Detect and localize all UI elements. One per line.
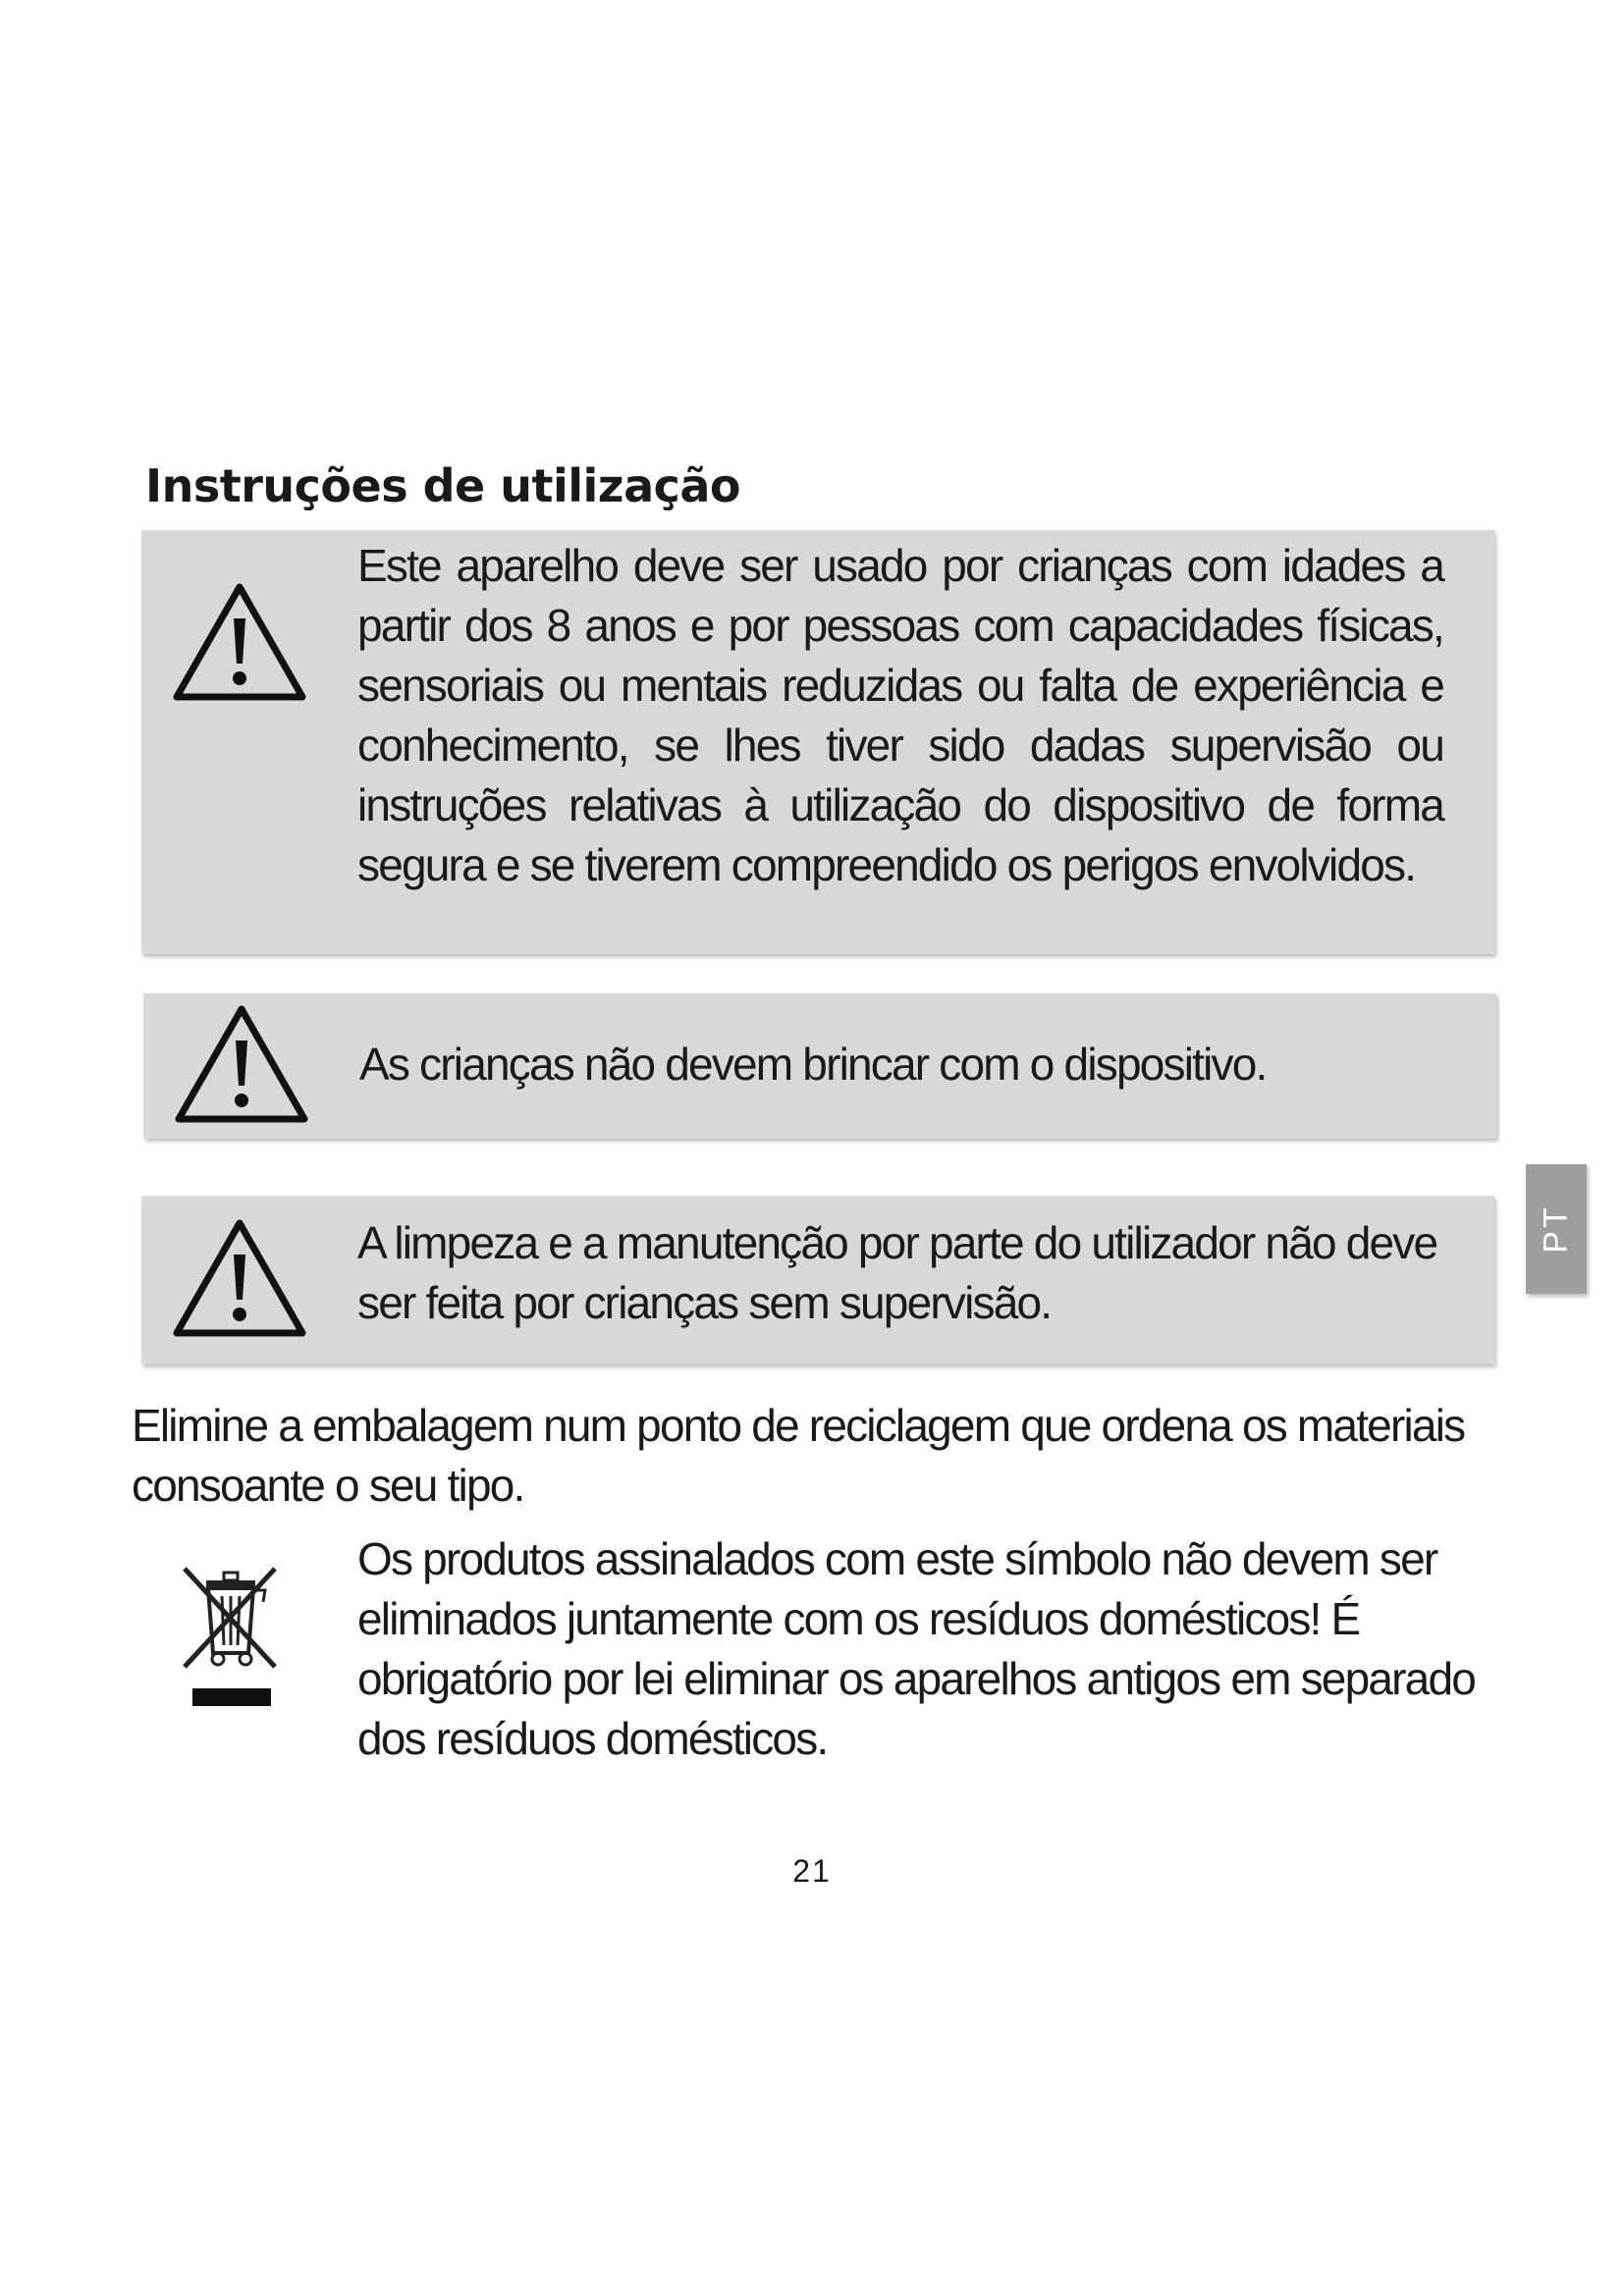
warning-text: Este aparelho deve ser usado por crianças com idades a partir dos 8 anos e por pessoas com capacidades físicas, sensoriais ou mentais reduzidas ou falta de experiência e conhecimento, se lhes tiver sido dadas supervisão ou instruções relativas à utilização do dispositivo de forma segura e se tiverem compreendido os perigos envolvidos. (357, 540, 1443, 890)
warning-triangle-icon (171, 1215, 308, 1341)
warning-box-supervision (141, 530, 1494, 954)
section-heading: Instruções de utilização (145, 459, 741, 512)
weee-disposal-text: Os produtos assinalados com este símbolo não devem ser eliminados juntamente com os resíduos domésticos! É obrigatório por lei eliminar os aparelhos antigos em separado dos resíduos domésticos. (357, 1533, 1476, 1764)
language-tab (1526, 1164, 1587, 1294)
crossed-out-wheelie-bin-icon (177, 1563, 285, 1712)
packaging-disposal-text: Elimine a embalagem num ponto de reciclagem que ordena os materiais consoante o seu tipo. (132, 1400, 1465, 1511)
warning-triangle-icon (173, 1001, 310, 1127)
warning-text: As crianças não devem brincar com o dispositivo. (359, 1039, 1267, 1090)
warning-text: A limpeza e a manutenção por parte do utilizador não deve ser feita por crianças sem supervisão. (357, 1217, 1437, 1328)
warning-box-children-play (143, 993, 1496, 1139)
language-tab-label: PT (1537, 1204, 1575, 1254)
warning-box-cleaning (141, 1196, 1494, 1364)
page-number: 21 (792, 1853, 832, 1889)
warning-triangle-icon (171, 579, 308, 705)
